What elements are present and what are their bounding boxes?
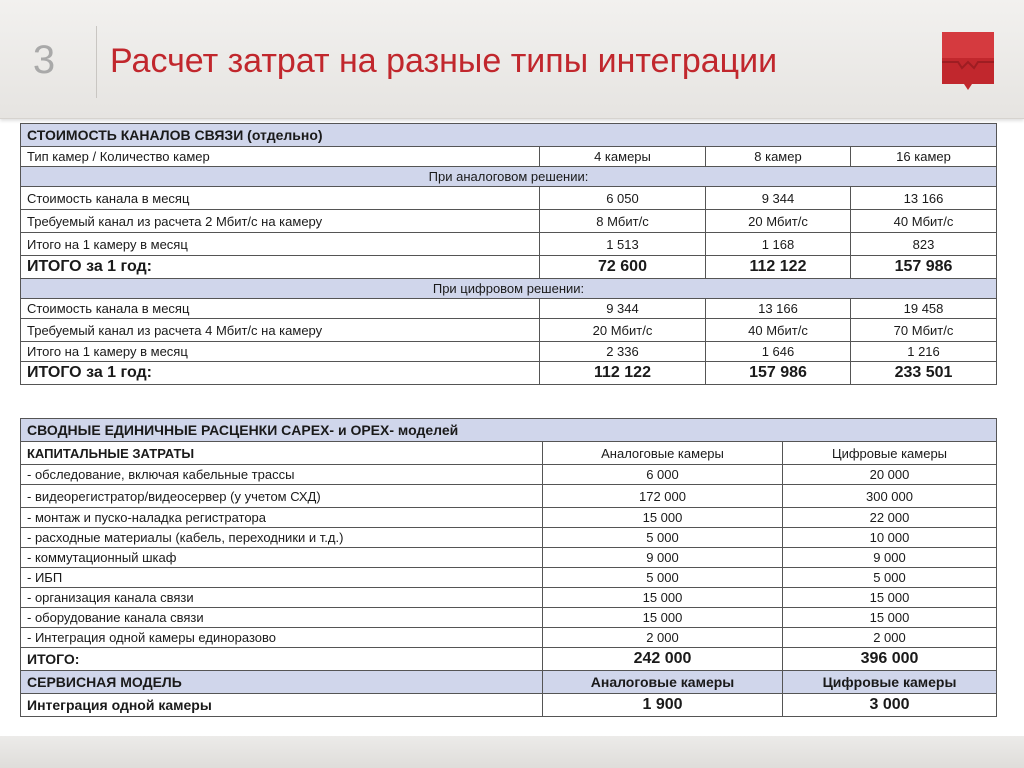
cell-value: 40 Мбит/с <box>706 319 851 342</box>
cell-value: 13 166 <box>706 299 851 319</box>
cell-value: 9 000 <box>543 548 783 568</box>
row-label: Требуемый канал из расчета 4 Мбит/с на камеру <box>21 319 540 342</box>
capex-header-label: КАПИТАЛЬНЫЕ ЗАТРАТЫ <box>21 442 543 465</box>
total-label: ИТОГО: <box>21 648 543 671</box>
capex-header-col-analog: Аналоговые камеры <box>543 442 783 465</box>
cell-value: 1 168 <box>706 233 851 256</box>
section-row-digital <box>21 279 997 299</box>
cell-value: 8 Мбит/с <box>540 210 706 233</box>
table-row <box>21 548 997 568</box>
row-label: Итого на 1 камеру в месяц <box>21 342 540 362</box>
service-value: 3 000 <box>783 694 997 717</box>
slide-title: Расчет затрат на разные типы интеграции <box>110 42 778 80</box>
cell-value: 1 216 <box>851 342 997 362</box>
cell-value: 20 000 <box>783 465 997 485</box>
cell-value: 5 000 <box>543 528 783 548</box>
total-value: 233 501 <box>851 362 997 385</box>
section-title-digital: При цифровом решении: <box>21 279 997 299</box>
cell-value: 1 646 <box>706 342 851 362</box>
total-label: ИТОГО за 1 год: <box>21 362 540 385</box>
cell-value: 2 000 <box>543 628 783 648</box>
row-label: - обследование, включая кабельные трассы <box>21 465 543 485</box>
service-row-label: Интеграция одной камеры <box>21 694 543 717</box>
service-value: 1 900 <box>543 694 783 717</box>
service-header-col-digital: Цифровые камеры <box>783 671 997 694</box>
table-row <box>21 568 997 588</box>
cell-value: 6 050 <box>540 187 706 210</box>
cell-value: 172 000 <box>543 485 783 508</box>
cell-value: 5 000 <box>783 568 997 588</box>
total-value: 72 600 <box>540 256 706 279</box>
service-header-label: СЕРВИСНАЯ МОДЕЛЬ <box>21 671 543 694</box>
total-row-digital <box>21 362 997 385</box>
cell-value: 5 000 <box>543 568 783 588</box>
cell-value: 9 344 <box>706 187 851 210</box>
row-label: - Интеграция одной камеры единоразово <box>21 628 543 648</box>
cell-value: 15 000 <box>783 588 997 608</box>
cell-value: 70 Мбит/с <box>851 319 997 342</box>
cell-value: 823 <box>851 233 997 256</box>
total-value: 112 122 <box>706 256 851 279</box>
channels-table-title: СТОИМОСТЬ КАНАЛОВ СВЯЗИ (отдельно) <box>21 124 997 147</box>
cell-value: 300 000 <box>783 485 997 508</box>
table-row <box>21 342 997 362</box>
row-label: - видеорегистратор/видеосервер (у учетом СХД) <box>21 485 543 508</box>
slide-footer-bar <box>0 736 1024 768</box>
table-row <box>21 465 997 485</box>
cell-value: 2 000 <box>783 628 997 648</box>
capex-total-row <box>21 648 997 671</box>
section-title-analog: При аналоговом решении: <box>21 167 997 187</box>
cell-value: 6 000 <box>543 465 783 485</box>
rates-table-title: СВОДНЫЕ ЕДИНИЧНЫЕ РАСЦЕНКИ CAPEX- и OPEX- моделей <box>21 419 997 442</box>
cell-value: 20 Мбит/с <box>706 210 851 233</box>
capex-header-col-digital: Цифровые камеры <box>783 442 997 465</box>
cell-value: 22 000 <box>783 508 997 528</box>
table-row <box>21 485 997 508</box>
unit-rates-table <box>20 418 997 717</box>
table-header-row <box>21 147 997 167</box>
row-label: - коммутационный шкаф <box>21 548 543 568</box>
row-label: Итого на 1 камеру в месяц <box>21 233 540 256</box>
cell-value: 1 513 <box>540 233 706 256</box>
cell-value: 15 000 <box>543 608 783 628</box>
cell-value: 20 Мбит/с <box>540 319 706 342</box>
table-row <box>21 528 997 548</box>
table-row <box>21 210 997 233</box>
total-row-analog <box>21 256 997 279</box>
total-value: 112 122 <box>540 362 706 385</box>
service-header-col-analog: Аналоговые камеры <box>543 671 783 694</box>
total-value: 396 000 <box>783 648 997 671</box>
header-col-8: 8 камер <box>706 147 851 167</box>
table-row <box>21 608 997 628</box>
total-label: ИТОГО за 1 год: <box>21 256 540 279</box>
row-label: - монтаж и пуско-наладка регистратора <box>21 508 543 528</box>
table-row <box>21 628 997 648</box>
table-row <box>21 299 997 319</box>
channels-cost-table <box>20 123 997 385</box>
section-row-analog <box>21 167 997 187</box>
row-label: - оборудование канала связи <box>21 608 543 628</box>
header-divider <box>96 26 97 98</box>
table-row <box>21 187 997 210</box>
table-row <box>21 508 997 528</box>
cell-value: 15 000 <box>543 508 783 528</box>
total-value: 157 986 <box>851 256 997 279</box>
table-row <box>21 233 997 256</box>
row-label: - ИБП <box>21 568 543 588</box>
row-label: Требуемый канал из расчета 2 Мбит/с на камеру <box>21 210 540 233</box>
row-label: - расходные материалы (кабель, переходники и т.д.) <box>21 528 543 548</box>
table-title-row <box>21 419 997 442</box>
cell-value: 2 336 <box>540 342 706 362</box>
slide-number: 3 <box>32 38 56 82</box>
header-col-16: 16 камер <box>851 147 997 167</box>
service-header-row <box>21 671 997 694</box>
row-label: Стоимость канала в месяц <box>21 187 540 210</box>
cell-value: 9 344 <box>540 299 706 319</box>
cell-value: 9 000 <box>783 548 997 568</box>
row-label: - организация канала связи <box>21 588 543 608</box>
company-logo-icon <box>942 32 994 92</box>
slide-header <box>0 0 1024 119</box>
cell-value: 10 000 <box>783 528 997 548</box>
cell-value: 19 458 <box>851 299 997 319</box>
total-value: 242 000 <box>543 648 783 671</box>
table-title-row <box>21 124 997 147</box>
header-label: Тип камер / Количество камер <box>21 147 540 167</box>
table-row <box>21 588 997 608</box>
service-row <box>21 694 997 717</box>
cell-value: 15 000 <box>783 608 997 628</box>
capex-header-row <box>21 442 997 465</box>
cell-value: 15 000 <box>543 588 783 608</box>
cell-value: 40 Мбит/с <box>851 210 997 233</box>
total-value: 157 986 <box>706 362 851 385</box>
table-row <box>21 319 997 342</box>
row-label: Стоимость канала в месяц <box>21 299 540 319</box>
header-col-4: 4 камеры <box>540 147 706 167</box>
cell-value: 13 166 <box>851 187 997 210</box>
